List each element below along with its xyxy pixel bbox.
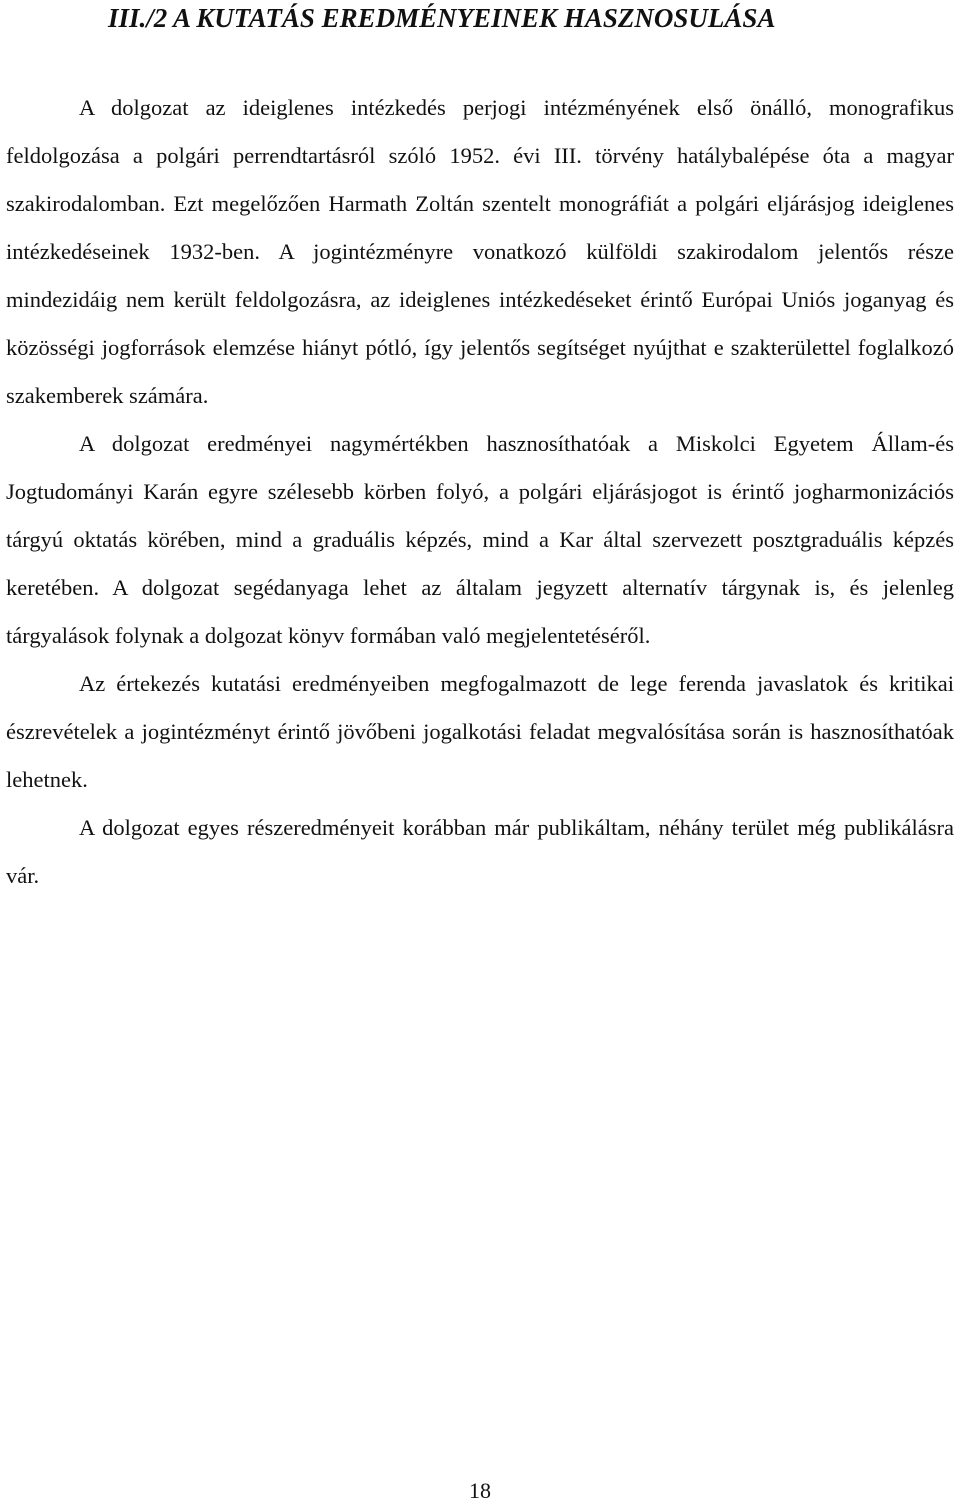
section-heading: III./2 A KUTATÁS EREDMÉNYEINEK HASZNOSULÁSA — [108, 3, 776, 33]
paragraph-1: A dolgozat az ideiglenes intézkedés perjogi intézményének első önálló, monografikus feldolgozása a polgári perrendtartásról szóló 1952. évi III. törvény hatálybalépése óta a magyar szakirodalomban. Ezt megelőzően Harmath Zoltán szentelt monográfiát a polgári eljárásjog ideiglenes intézkedéseinek 1932-ben. A jogintézményre vonatkozó külföldi szakirodalom jelentős része mindezidáig nem került feldolgozásra, az ideiglenes intézkedéseket érintő Európai Uniós joganyag és közösségi jogforrások elemzése hiányt pótló, így jelentős segítséget nyújthat e szakterülettel foglalkozó szakemberek számára. — [6, 95, 954, 408]
body-text — [6, 84, 954, 900]
paragraph-2: A dolgozat eredményei nagymértékben hasznosíthatóak a Miskolci Egyetem Állam-és Jogtudományi Karán egyre szélesebb körben folyó, a polgári eljárásjogot is érintő jogharmonizációs tárgyú oktatás körében, mind a graduális képzés, mind a Kar által szervezett posztgraduális képzés keretében. A dolgozat segédanyaga lehet az általam jegyzett alternatív tárgynak is, és jelenleg tárgyalások folynak a dolgozat könyv formában való megjelentetéséről. — [6, 431, 954, 648]
page-number: 18 — [469, 1478, 491, 1503]
paragraph-4: A dolgozat egyes részeredményeit korábban már publikáltam, néhány terület még publikálásra vár. — [6, 815, 954, 888]
paragraph-3: Az értekezés kutatási eredményeiben megfogalmazott de lege ferenda javaslatok és kritikai észrevételek a jogintézményt érintő jövőbeni jogalkotási feladat megvalósítása során is hasznosíthatóak lehetnek. — [6, 671, 954, 792]
